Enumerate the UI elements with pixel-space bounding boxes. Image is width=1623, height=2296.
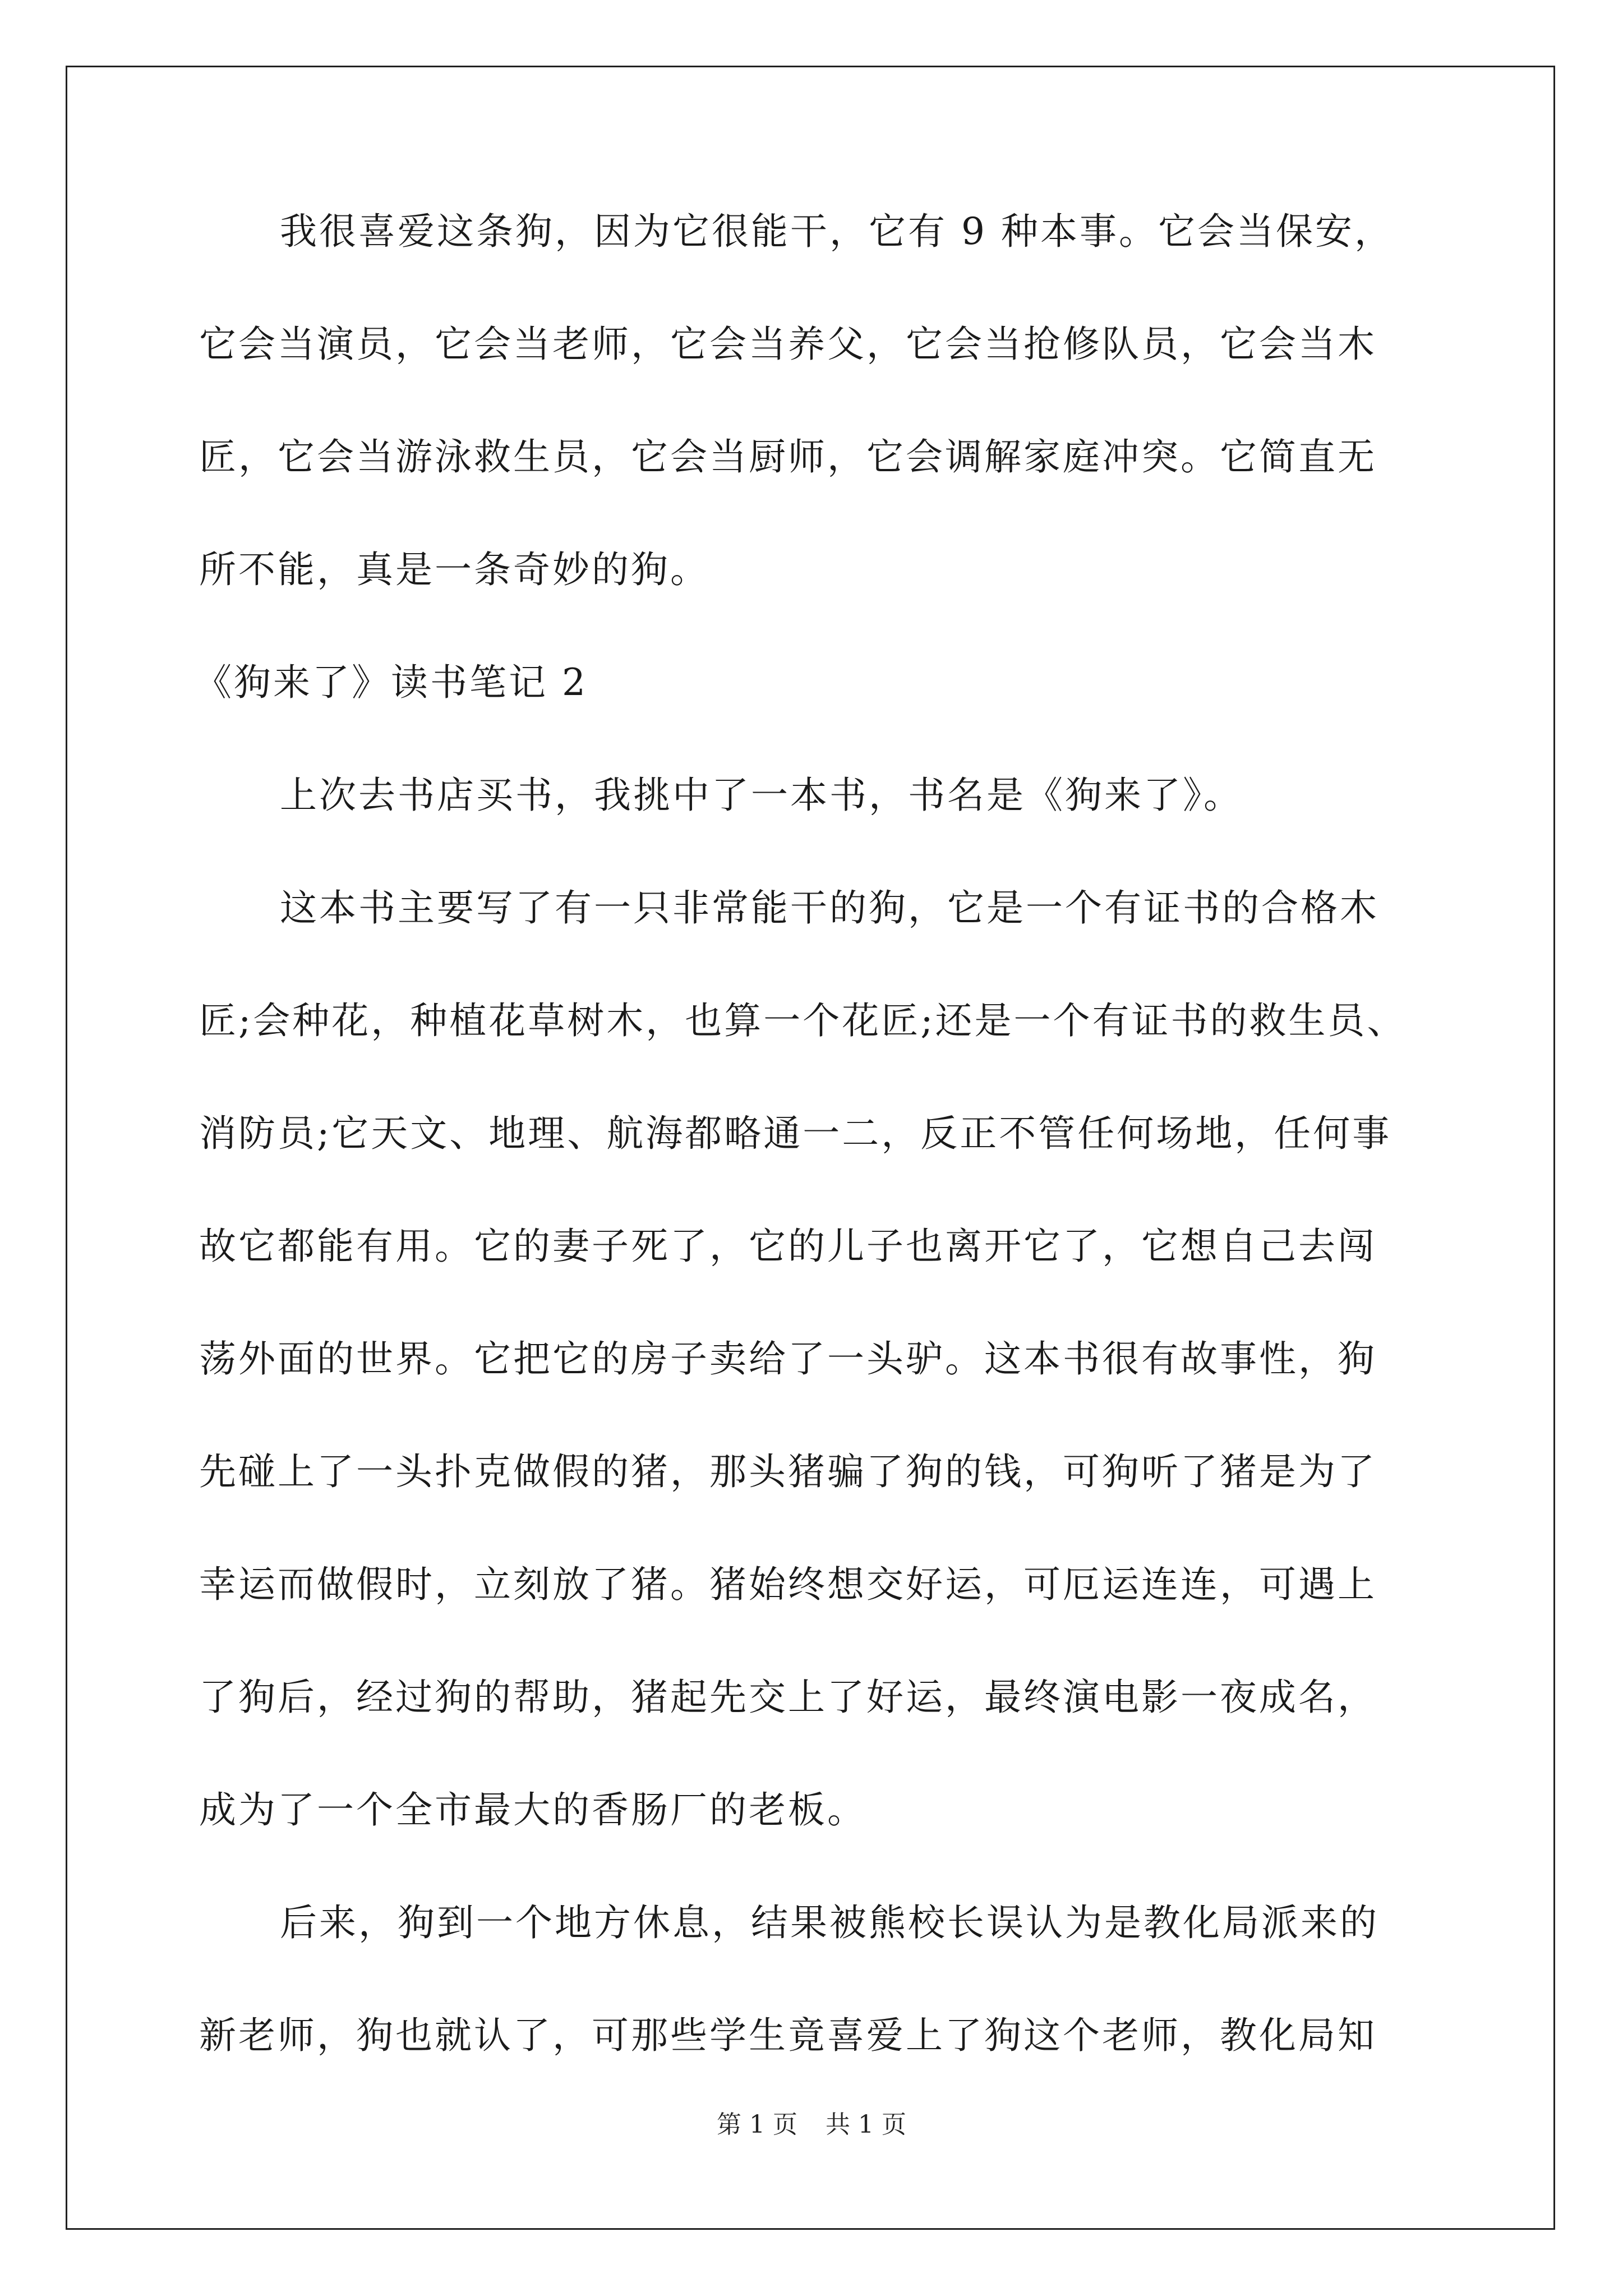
page-total: 共 1 页 [826, 2110, 906, 2139]
paragraph-line: 幸运而做假时，立刻放了猪。猪始终想交好运，可厄运连连，可遇上 [199, 1563, 1377, 1606]
paragraph-line: 先碰上了一头扑克做假的猪，那头猪骗了狗的钱，可狗听了猪是为了 [199, 1450, 1377, 1493]
paragraph-line: 故它都能有用。它的妻子死了，它的儿子也离开它了，它想自己去闯 [199, 1225, 1377, 1268]
document-body [195, 208, 1467, 2124]
paragraph-line: 消防员;它天文、地理、航海都略通一二，反正不管任何场地，任何事 [199, 1112, 1392, 1155]
paragraph-line: 成为了一个全市最大的香肠厂的老板。 [199, 1788, 866, 1832]
paragraph-line: 新老师，狗也就认了，可那些学生竟喜爱上了狗这个老师，教化局知 [199, 2014, 1377, 2057]
paragraph-line: 这本书主要写了有一只非常能干的狗，它是一个有证书的合格木 [280, 886, 1379, 930]
paragraph-line: 匠;会种花，种植花草树木，也算一个花匠;还是一个有证书的救生员、 [199, 999, 1407, 1042]
page-footer [0, 2109, 1623, 2141]
paragraph-line: 上次去书店买书，我挑中了一本书，书名是《狗来了》。 [280, 774, 1243, 817]
paragraph-line: 了狗后，经过狗的帮助，猪起先交上了好运，最终演电影一夜成名， [199, 1676, 1377, 1719]
paragraph-line: 匠，它会当游泳救生员，它会当厨师，它会调解家庭冲突。它简直无 [199, 435, 1377, 478]
section-heading: 《狗来了》读书笔记 2 [195, 661, 588, 704]
paragraph-line: 它会当演员，它会当老师，它会当养父，它会当抢修队员，它会当木 [199, 323, 1377, 366]
page-number: 第 1 页 [717, 2110, 797, 2139]
paragraph-line: 我很喜爱这条狗，因为它很能干，它有 9 种本事。它会当保安， [280, 210, 1394, 253]
paragraph-line: 荡外面的世界。它把它的房子卖给了一头驴。这本书很有故事性，狗 [199, 1337, 1377, 1381]
paragraph-line: 所不能，真是一条奇妙的狗。 [199, 548, 709, 591]
paragraph-line: 后来，狗到一个地方休息，结果被熊校长误认为是教化局派来的 [280, 1901, 1379, 1944]
